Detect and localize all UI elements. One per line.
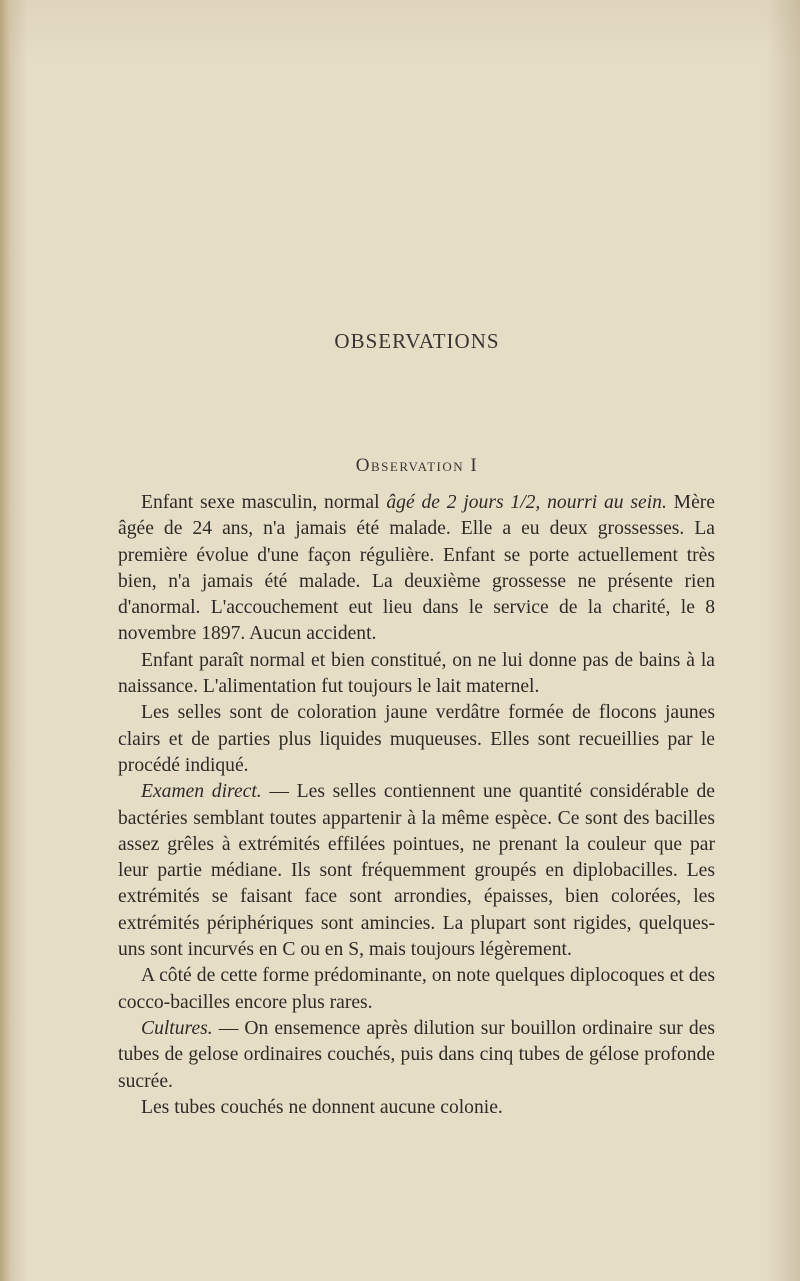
observation-heading: Observation I xyxy=(355,455,479,476)
paragraph-text: — Les selles contiennent une quantité considérable de bactéries semblant toutes appartenir à la même espèce. Ce sont des bacilles assez grêles à extrémités effilées pointues, ne prenant la couleur que par leur partie médiane. Ils sont fréquemment groupés en diplobacilles. Les extrémités se faisant face sont arrondies, épaisses, bien colorées, les extrémités périphériques sont amincies. La plupart sont rigides, quelques-uns sont incurvés en C ou en S, mais toujours légèrement. xyxy=(118,781,715,961)
paragraph xyxy=(118,490,715,648)
paragraph xyxy=(118,1016,715,1095)
italic-text: âgé de 2 jours 1/2, nourri au sein. xyxy=(386,492,667,513)
paragraph-text: A côté de cette forme prédominante, on note quelques diplocoques et des cocco-bacilles encore plus rares. xyxy=(118,965,715,1013)
paragraph xyxy=(118,779,715,963)
paragraph xyxy=(118,1095,715,1121)
page-binding-edge xyxy=(0,0,10,1281)
paragraph-text: Mère âgée de 24 ans, n'a jamais été malade. Elle a eu deux grossesses. La première évolue d'une façon régulière. Enfant se porte actuellement très bien, n'a jamais été malade. La deuxième grossesse ne présente rien d'anormal. L'accouchement eut lieu dans le service de la charité, le 8 novembre 1897. Aucun accident. xyxy=(118,492,715,645)
paragraph xyxy=(118,963,715,1016)
section-title: OBSERVATIONS xyxy=(334,329,500,353)
italic-text: Examen direct. xyxy=(141,781,262,803)
observation-body xyxy=(118,490,715,1121)
paragraph xyxy=(118,648,715,701)
paragraph xyxy=(118,700,715,779)
paragraph-text: — On ensemence après dilution sur bouillon ordinaire sur des tubes de gelose ordinaires couchés, puis dans cinq tubes de gélose profonde sucrée. xyxy=(118,1017,715,1092)
paragraph-text: Les tubes couchés ne donnent aucune colonie. xyxy=(141,1096,503,1118)
paragraph-text: Enfant sexe masculin, normal xyxy=(141,492,387,513)
paragraph-text: Enfant paraît normal et bien constitué, on ne lui donne pas de bains à la naissance. L'alimentation fut toujours le lait maternel. xyxy=(118,649,715,698)
italic-text: Cultures. xyxy=(141,1017,213,1039)
paragraph-text: Les selles sont de coloration jaune verdâtre formée de flocons jaunes clairs et de parties plus liquides muqueuses. Elles sont recueillies par le procédé indiqué. xyxy=(118,702,715,776)
